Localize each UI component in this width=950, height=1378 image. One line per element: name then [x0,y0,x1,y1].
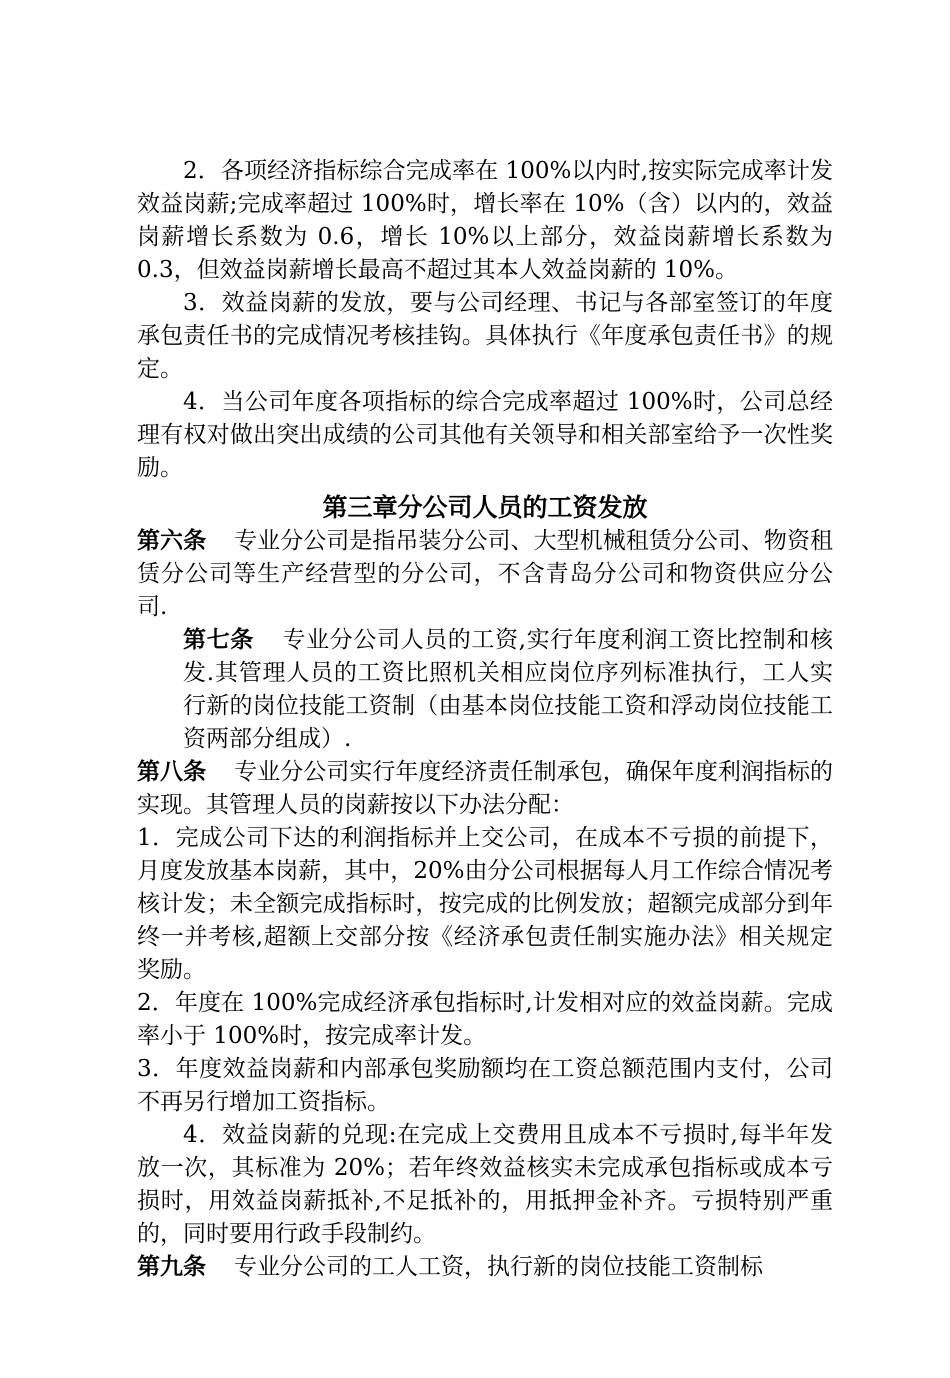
article-8-item-3: 3．年度效益岗薪和内部承包奖励额均在工资总额范围内支付，公司不再另行增加工资指标。 [137,1056,833,1115]
article-7 [137,624,833,756]
paragraph-item-4: 4．当公司年度各项指标的综合完成率超过 100%时，公司总经理有权对做出突出成绩的公司其他有关领导和相关部室给予一次性奖励。 [137,389,833,481]
article-8-item-2: 2．年度在 100%完成经济承包指标时,计发相对应的效益岗薪。完成率小于 100%时，按完成率计发。 [137,990,833,1049]
paragraph-item-2: 2．各项经济指标综合完成率在 100%以内时,按实际完成率计发效益岗薪;完成率超过 100%时，增长率在 10%（含）以内的，效益岗薪增长系数为 0.6，增长 10%以上部分，效益岗薪增长系数为 0.3，但效益岗薪增长最高不超过其本人效益岗薪的 10%。 [137,158,833,283]
article-9-text: 专业分公司的工人工资，执行新的岗位技能工资制标 [234,1254,763,1280]
article-9-label: 第九条 [137,1254,206,1280]
article-8-item-1: 1．完成公司下达的利润指标并上交公司，在成本不亏损的前提下，月度发放基本岗薪，其中，20%由分公司根据每人月工作综合情况考核计发；未全额完成指标时，按完成的比例发放；超额完成部分到年终一并考核,超额上交部分按《经济承包责任制实施办法》相关规定奖励。 [137,825,833,983]
article-6 [137,525,833,624]
article-8-item-4: 4．效益岗薪的兑现:在完成上交费用且成本不亏损时,每半年发放一次，其标准为 20%；若年终效益核实未完成承包指标或成本亏损时，用效益岗薪抵补,不足抵补的，用抵押金补齐。亏损特别严重的，同时要用行政手段制约。 [137,1122,833,1247]
article-7-label: 第七条 [183,627,254,653]
paragraph-item-3: 3．效益岗薪的发放，要与公司经理、书记与各部室签订的年度承包责任书的完成情况考核挂钩。具体执行《年度承包责任书》的规定。 [137,290,833,382]
article-9 [137,1251,833,1284]
article-8-text: 专业分公司实行年度经济责任制承包，确保年度利润指标的实现。其管理人员的岗薪按以下办法分配： [137,759,834,818]
article-8-label: 第八条 [137,759,207,785]
article-6-text: 专业分公司是指吊装分公司、大型机械租赁分公司、物资租赁分公司等生产经营型的分公司，不含青岛分公司和物资供应分公司. [137,528,834,620]
article-6-label: 第六条 [137,528,207,554]
article-8 [137,756,833,822]
chapter-title: 第三章分公司人员的工资发放 [322,493,648,522]
article-7-text: 专业分公司人员的工资,实行年度利润工资比控制和核发.其管理人员的工资比照机关相应岗位序列标准执行，工人实行新的岗位技能工资制（由基本岗位技能工资和浮动岗位技能工资两部分组成）. [183,627,834,752]
document-body [137,155,833,1284]
